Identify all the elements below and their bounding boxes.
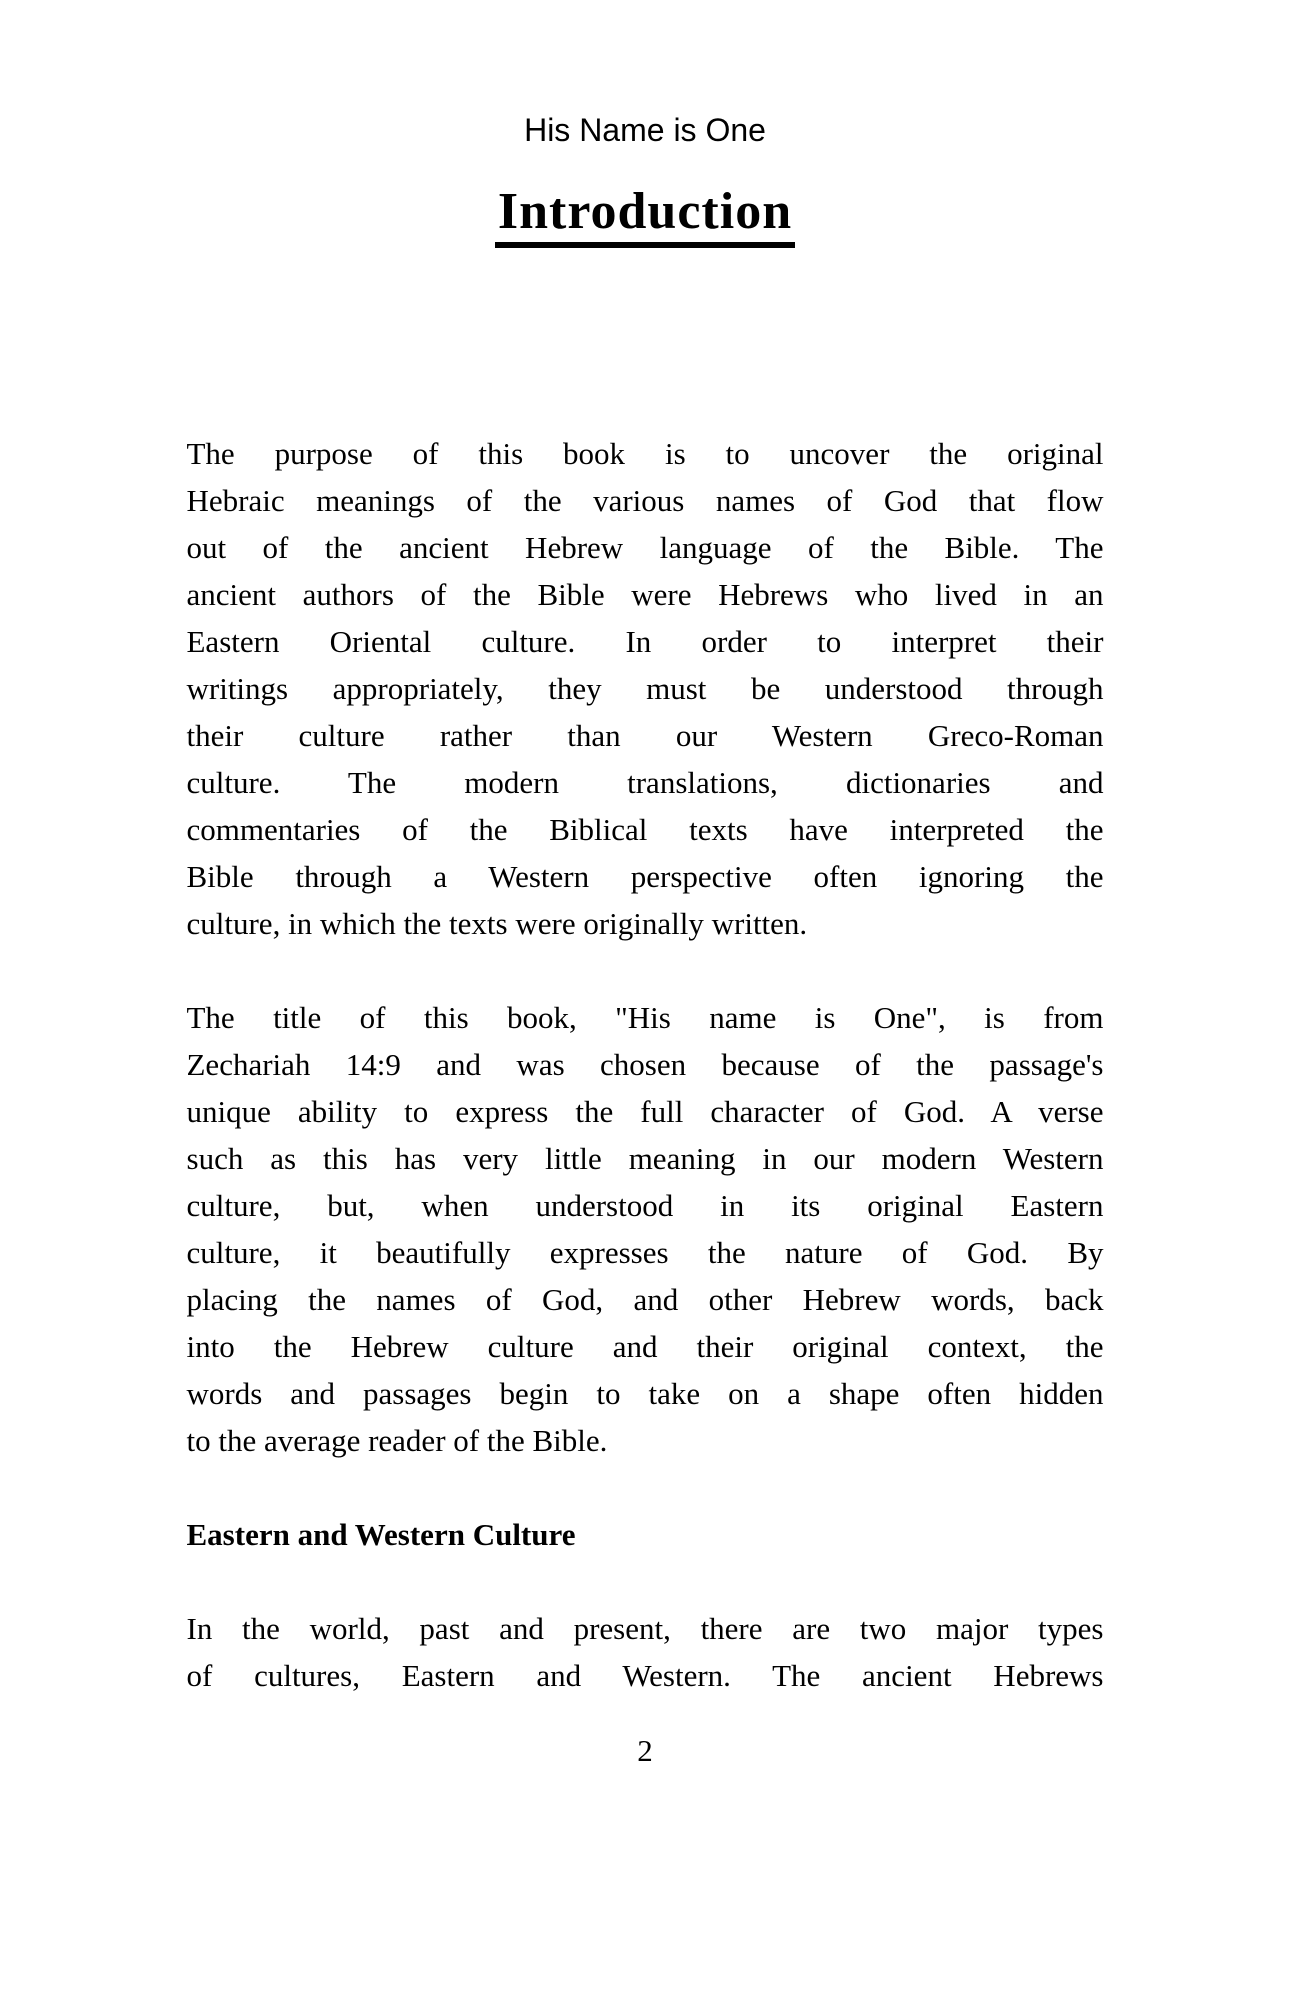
text-line: culture, but, when understood in its original Eastern [186, 1188, 1104, 1223]
chapter-title: Introduction [495, 186, 795, 248]
text-line: their culture rather than our Western Greco-Roman [186, 718, 1104, 753]
paragraph [187, 1605, 1104, 1699]
text-line: commentaries of the Biblical texts have interpreted the [186, 812, 1104, 847]
section-heading: Eastern and Western Culture [186, 1517, 576, 1552]
page-body [187, 430, 1104, 1699]
text-line: The title of this book, "His name is One", is from [186, 1000, 1104, 1035]
text-line: culture, it beautifully expresses the nature of God. By [186, 1235, 1104, 1270]
text-line: out of the ancient Hebrew language of the Bible. The [186, 530, 1104, 565]
text-line: words and passages begin to take on a shape often hidden [186, 1376, 1104, 1411]
running-header: His Name is One [524, 112, 766, 148]
text-line: Eastern Oriental culture. In order to interpret their [186, 624, 1104, 659]
text-line: such as this has very little meaning in our modern Western [186, 1141, 1104, 1176]
text-line: In the world, past and present, there are two major types [186, 1611, 1104, 1646]
text-line: The purpose of this book is to uncover the original [186, 436, 1104, 471]
text-line: of cultures, Eastern and Western. The ancient Hebrews [186, 1658, 1104, 1693]
text-line: to the average reader of the Bible. [186, 1423, 608, 1458]
text-line: culture, in which the texts were originally written. [186, 906, 808, 941]
paragraph [187, 430, 1104, 947]
text-line: writings appropriately, they must be understood through [186, 671, 1104, 706]
text-line: unique ability to express the full character of God. A verse [186, 1094, 1104, 1129]
text-line: Hebraic meanings of the various names of God that flow [186, 483, 1104, 518]
text-line: culture. The modern translations, dictionaries and [186, 765, 1104, 800]
text-line: ancient authors of the Bible were Hebrews who lived in an [186, 577, 1104, 612]
text-line: Zechariah 14:9 and was chosen because of the passage's [186, 1047, 1104, 1082]
text-line: Bible through a Western perspective often ignoring the [186, 859, 1104, 894]
chapter-title-wrap [0, 183, 1290, 248]
page-number: 2 [637, 1733, 653, 1768]
text-line: into the Hebrew culture and their original context, the [186, 1329, 1104, 1364]
paragraph [187, 994, 1104, 1464]
text-line: placing the names of God, and other Hebrew words, back [186, 1282, 1104, 1317]
